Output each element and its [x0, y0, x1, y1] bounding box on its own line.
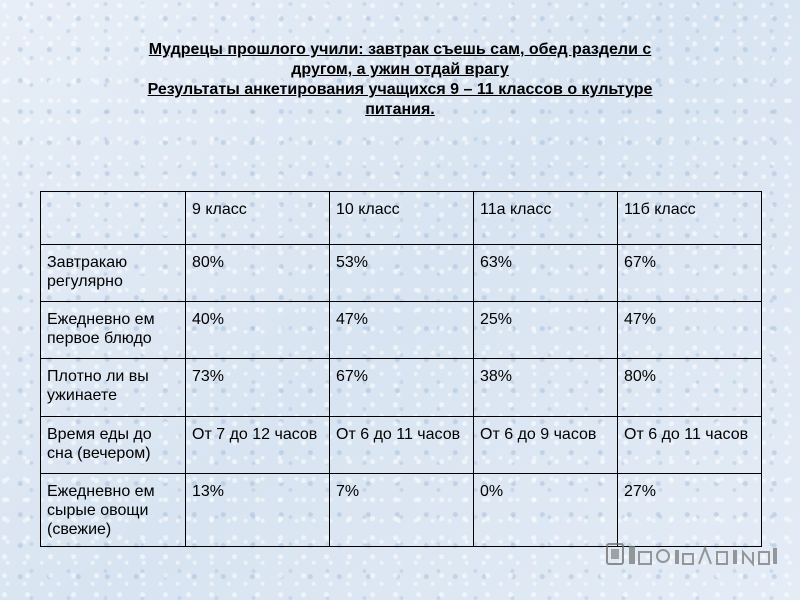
table-cell: 7%	[330, 473, 474, 546]
header-cell-11b: 11б класс	[618, 192, 762, 245]
row-label: Плотно ли вы ужинаете	[41, 359, 186, 416]
header-cell-empty	[41, 192, 186, 245]
title-line-2: другом, а ужин отдай врагу	[291, 61, 509, 78]
table-row	[41, 473, 762, 546]
header-cell-10: 10 класс	[330, 192, 474, 245]
table-cell: 80%	[618, 359, 762, 416]
table-row	[41, 245, 762, 302]
header-cell-11a: 11а класс	[474, 192, 618, 245]
table-cell: 53%	[330, 245, 474, 302]
row-label: Время еды до сна (вечером)	[41, 416, 186, 473]
table-cell: 27%	[618, 473, 762, 546]
table-cell: 67%	[618, 245, 762, 302]
table-cell: 0%	[474, 473, 618, 546]
title-line-3: Результаты анкетирования учащихся 9 – 11 классов о культуре	[147, 81, 653, 98]
table-cell: 13%	[186, 473, 330, 546]
table-row	[41, 359, 762, 416]
title-line-4: питания.	[365, 101, 435, 118]
table-cell: От 7 до 12 часов	[186, 416, 330, 473]
survey-results-table	[40, 191, 762, 547]
table-cell: От 6 до 11 часов	[330, 416, 474, 473]
table-cell: 73%	[186, 359, 330, 416]
table-row	[41, 416, 762, 473]
table-header-row	[41, 192, 762, 245]
table-cell: От 6 до 9 часов	[474, 416, 618, 473]
table-cell: 80%	[186, 245, 330, 302]
table-cell: 25%	[474, 302, 618, 359]
row-label: Ежедневно ем сырые овощи (свежие)	[41, 473, 186, 546]
table-cell: 67%	[330, 359, 474, 416]
table-cell: 63%	[474, 245, 618, 302]
table-row	[41, 302, 762, 359]
table-cell: От 6 до 11 часов	[618, 416, 762, 473]
page-title	[60, 40, 740, 120]
table-cell: 47%	[618, 302, 762, 359]
row-label: Завтракаю регулярно	[41, 245, 186, 302]
table-cell: 47%	[330, 302, 474, 359]
row-label: Ежедневно ем первое блюдо	[41, 302, 186, 359]
title-line-1: Мудрецы прошлого учили: завтрак съешь сам, обед раздели с	[148, 41, 652, 58]
table-cell: 40%	[186, 302, 330, 359]
table-cell: 38%	[474, 359, 618, 416]
header-cell-9: 9 класс	[186, 192, 330, 245]
watermark-logo-icon	[605, 540, 785, 568]
